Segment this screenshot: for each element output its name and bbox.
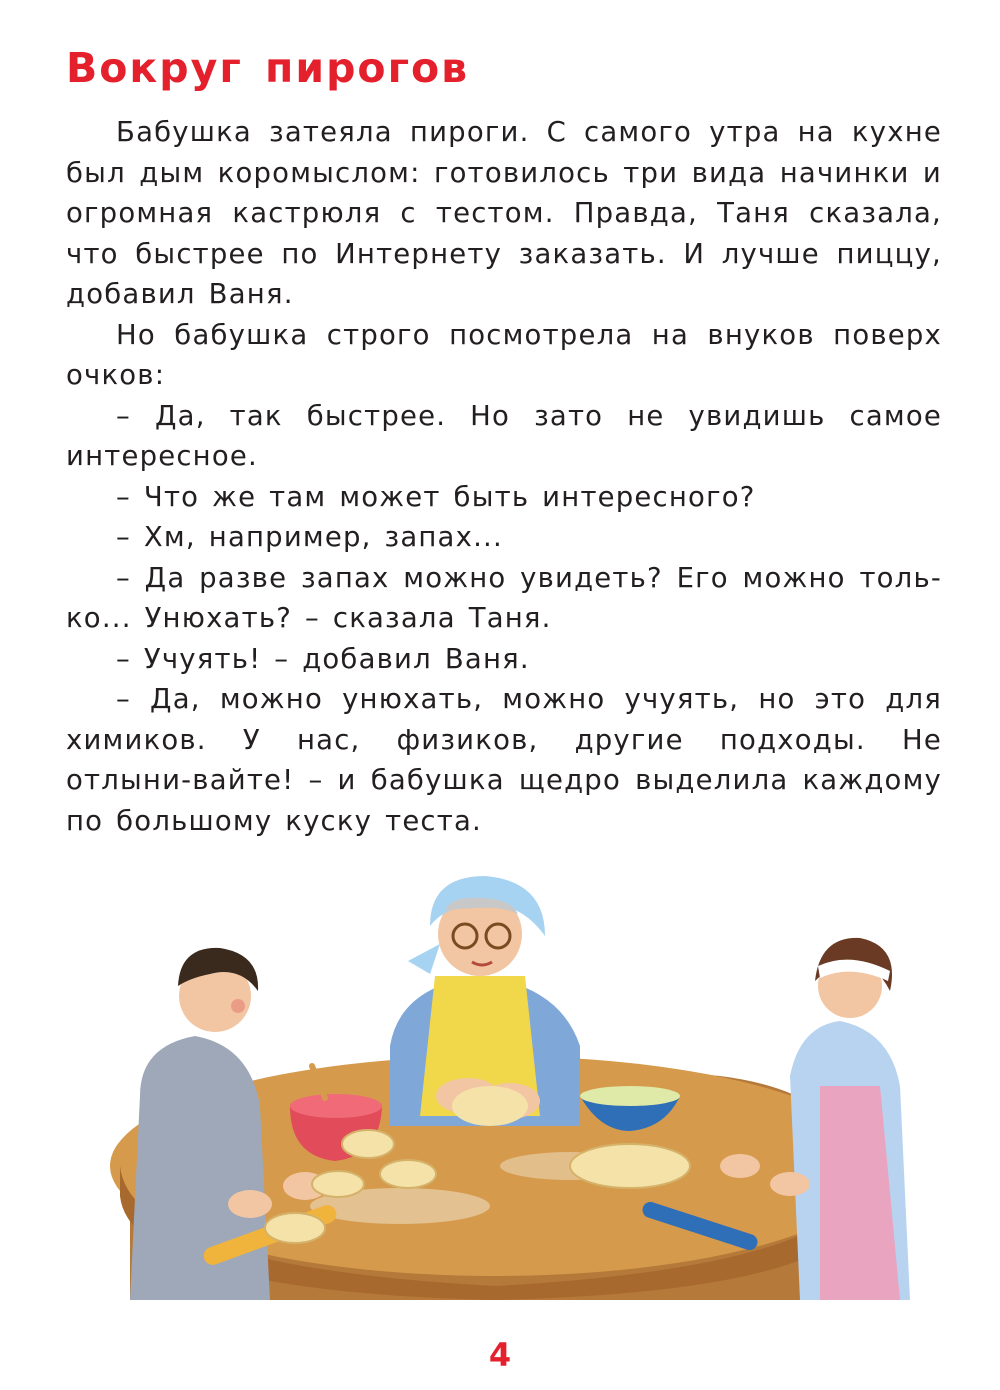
paragraph: – Да, так быстрее. Но зато не увидишь самое интересное. [66,399,942,472]
paragraph: – Что же там может быть интересного? [116,480,756,513]
page-number: 4 [488,1336,512,1374]
paragraph: – Хм, например, запах... [116,521,503,553]
paragraph: – Да, можно унюхать, можно учуять, но это для химиков. У нас, физиков, другие подходы. Не отлыни-вайте! – и бабушка щедро выделила каждому по большому куску теста. [66,683,942,837]
paragraph: – Да разве запах можно увидеть? Его можно толь-ко... Унюхать? – сказала Таня. [66,561,942,634]
paragraph: Бабушка затеяла пироги. С самого утра на кухне был дым коромыслом: готовилось три вида начинки и огромная кастрюля с тестом. Правда, Таня сказала, что быстрее по Интернету заказать. И лучше пиццу, добавил Ваня. [66,116,942,310]
grandmother-figure [390,876,580,1126]
story-text [66,112,942,841]
paragraph: – Учуять! – добавил Ваня. [116,642,530,675]
paragraph: Но бабушка строго посмотрела на внуков поверх очков: [66,318,942,391]
page-title: Вокруг пирогов [66,44,470,92]
baking-illustration [100,866,940,1300]
